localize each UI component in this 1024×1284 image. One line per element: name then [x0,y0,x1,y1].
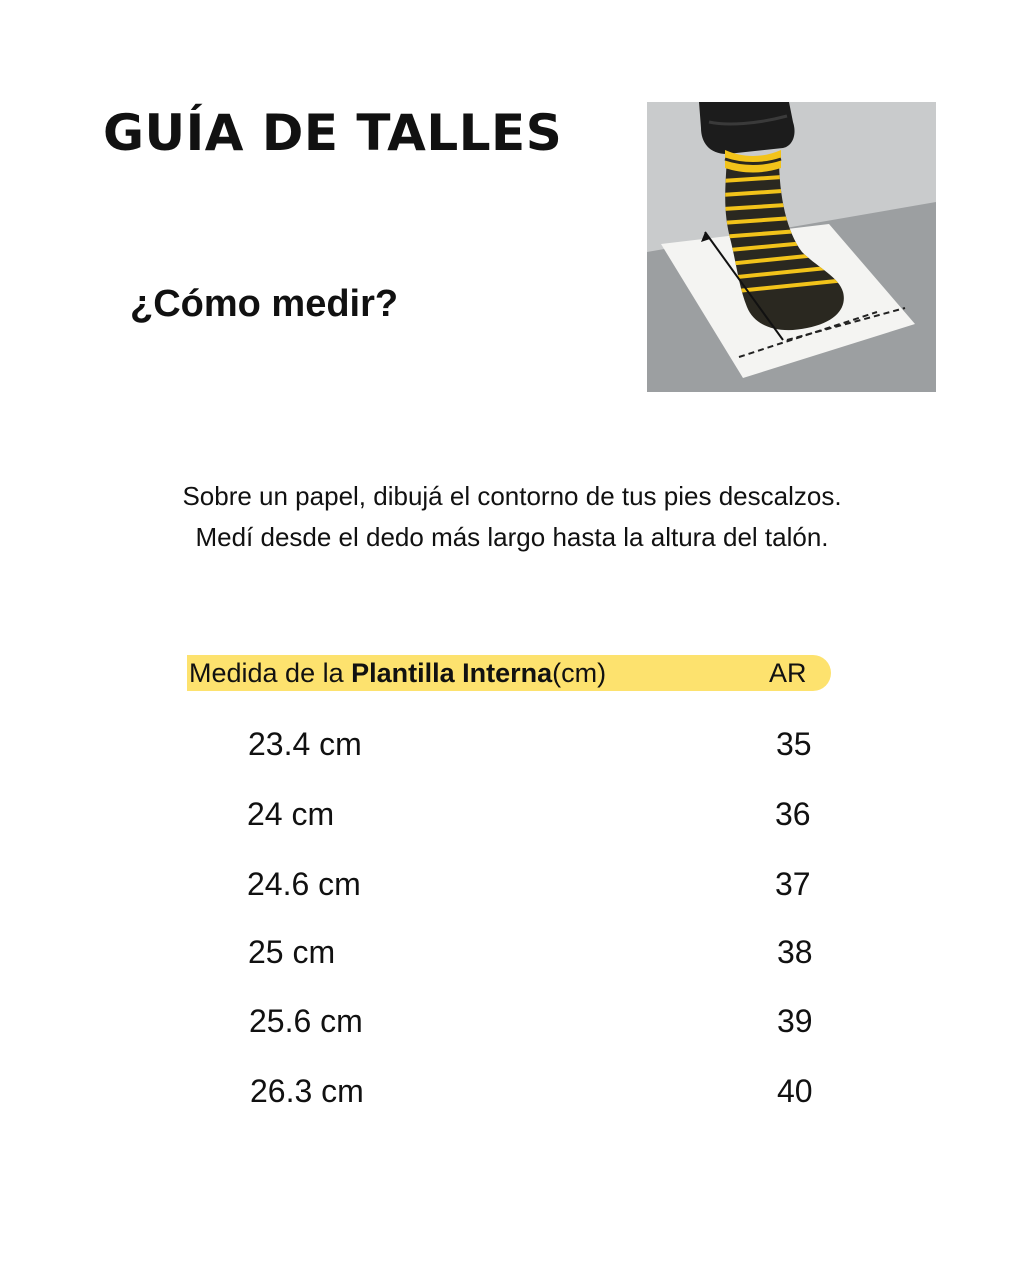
ar-size-cell: 36 [775,796,811,832]
table-row [0,724,1024,764]
table-row [0,932,1024,972]
table-row [0,1071,1024,1111]
ar-column-header: AR [769,658,807,688]
instruction-line-2: Medí desde el dedo más largo hasta la altura del talón. [195,522,829,552]
page-title: GUÍA DE TALLES [103,104,563,162]
insole-length-cell: 25 cm [248,934,336,970]
instruction-line-1: Sobre un papel, dibujá el contorno de tus pies descalzos. [182,481,842,511]
measure-column-header: Medida de la Plantilla Interna(cm) [189,658,607,688]
measure-instructions [0,476,1024,558]
ar-size-cell: 35 [776,726,812,762]
insole-length-cell: 24 cm [247,796,335,832]
table-row [0,864,1024,904]
size-table-header [187,655,831,691]
insole-length-cell: 26.3 cm [250,1073,364,1109]
insole-length-cell: 25.6 cm [249,1003,363,1039]
ar-size-cell: 40 [777,1073,813,1109]
insole-length-cell: 24.6 cm [247,866,361,902]
foot-measure-photo [647,102,936,392]
ar-size-cell: 37 [775,866,811,902]
table-row [0,1001,1024,1041]
ar-size-cell: 39 [777,1003,813,1039]
ar-size-cell: 38 [777,934,813,970]
table-row [0,794,1024,834]
insole-length-cell: 23.4 cm [248,726,362,762]
how-to-measure-heading: ¿Cómo medir? [130,283,399,325]
